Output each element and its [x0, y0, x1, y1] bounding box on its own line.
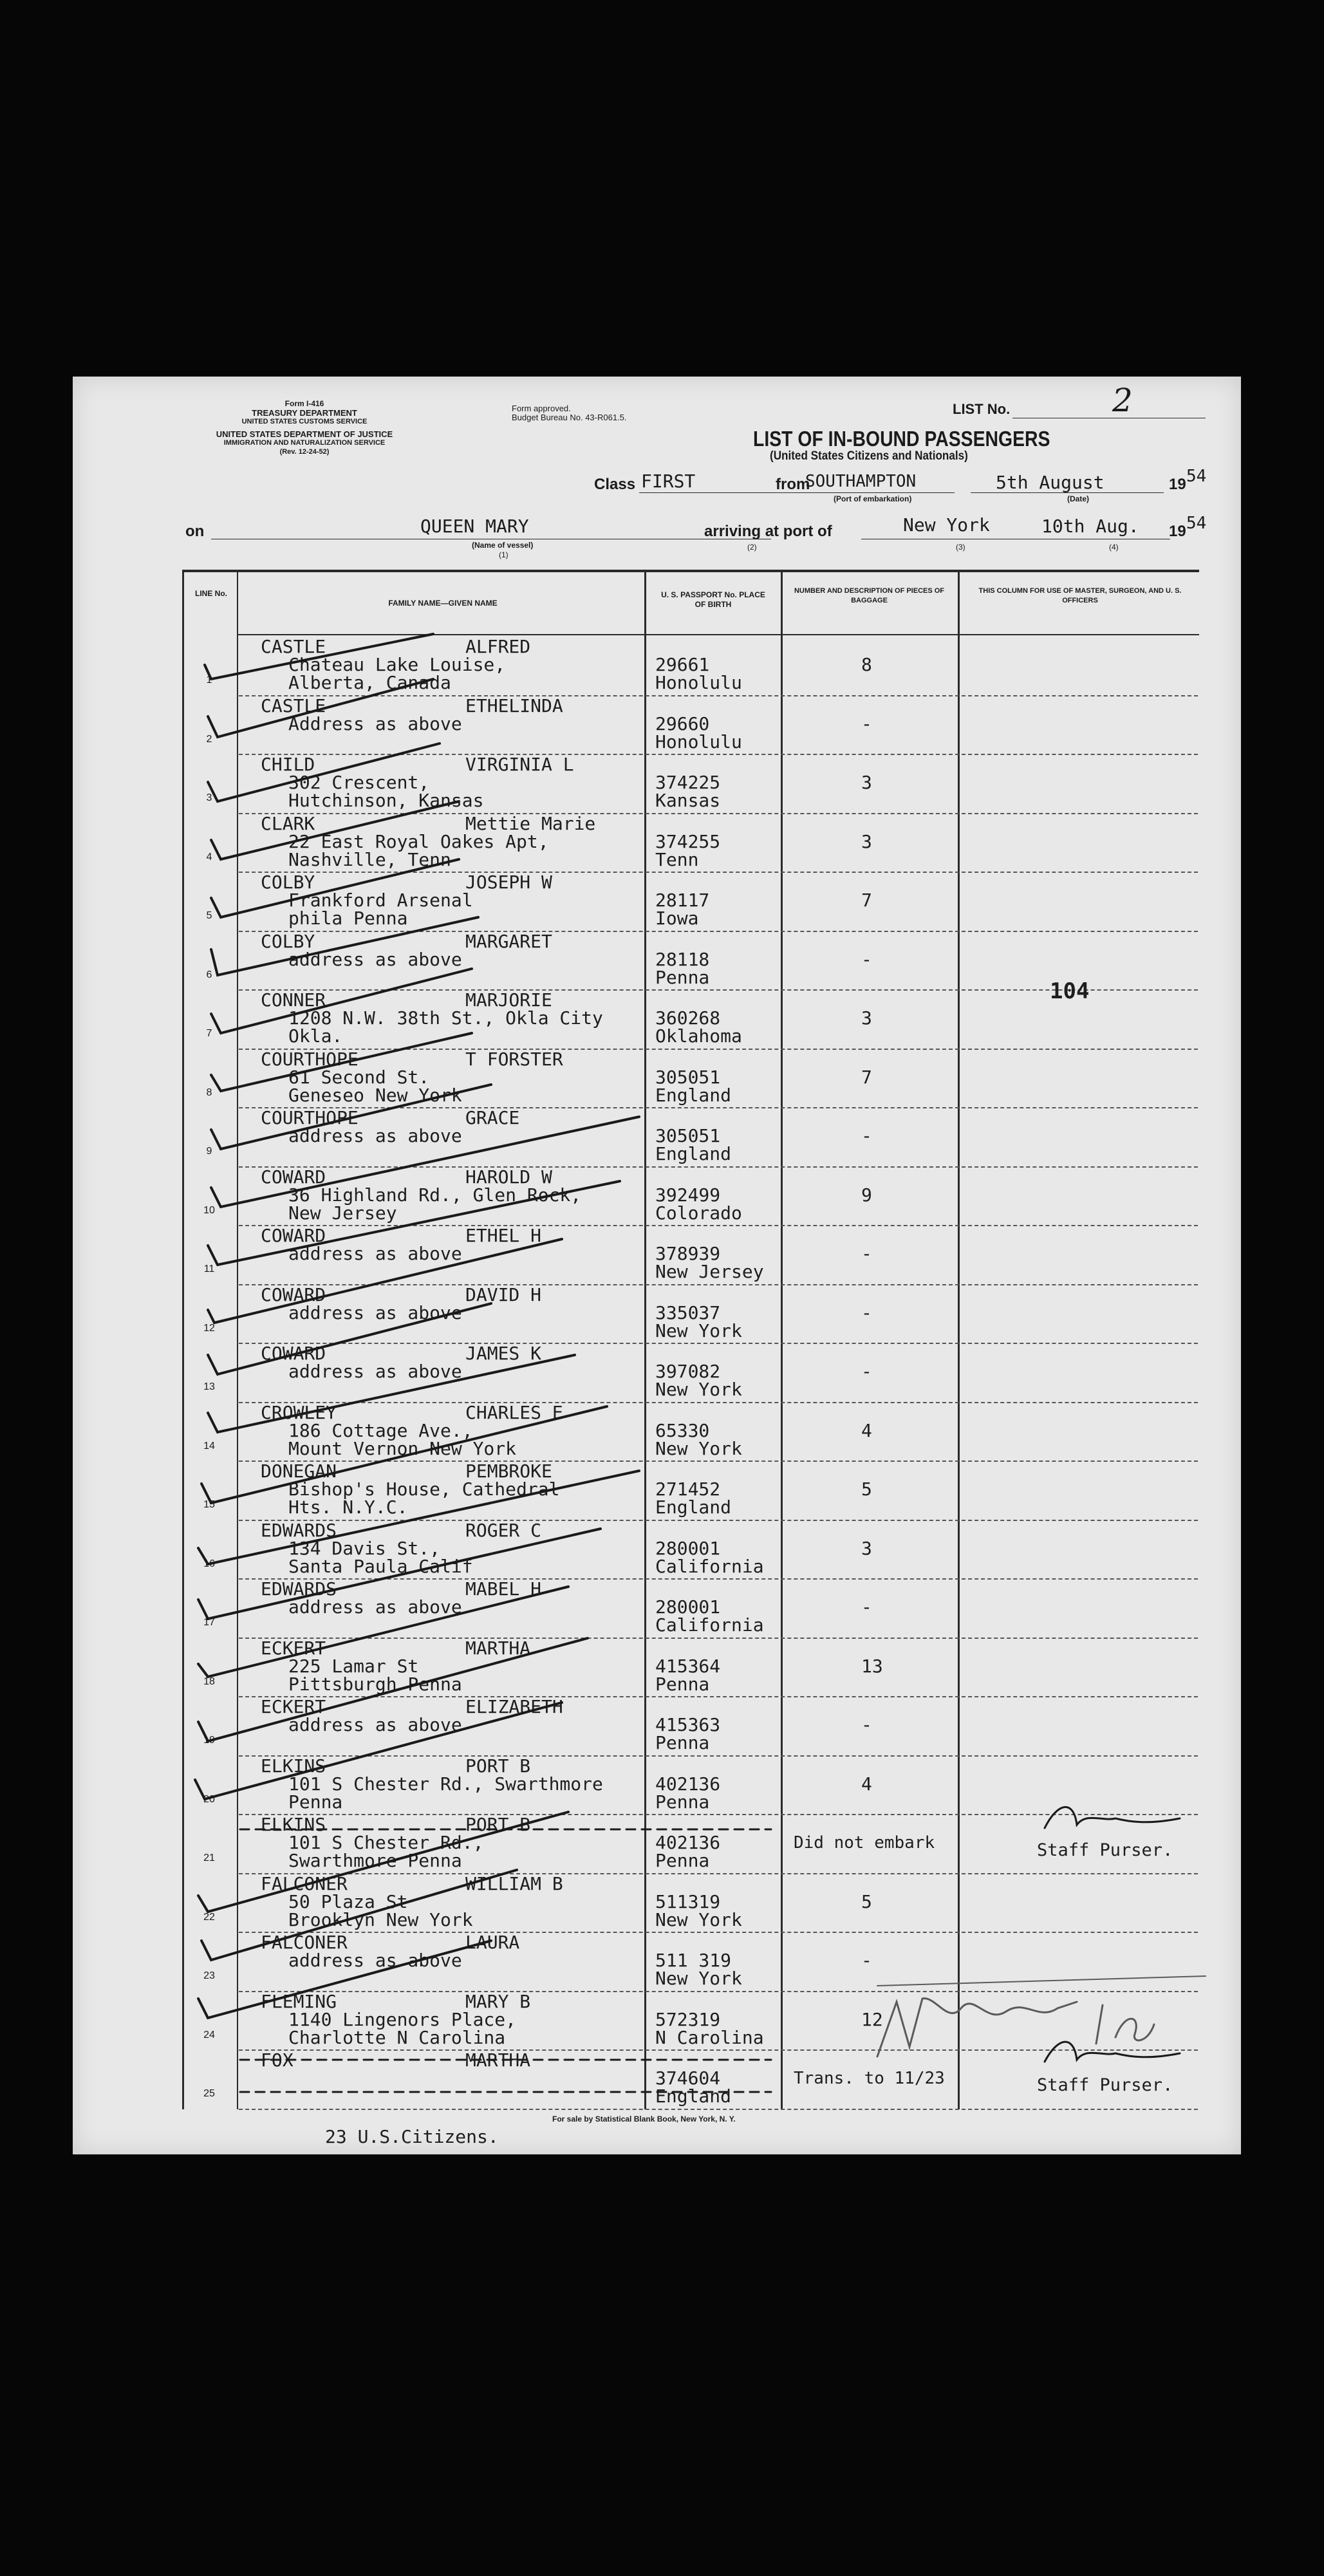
- given-name: WILLIAM B: [465, 1872, 563, 1894]
- check-mark: [208, 1181, 620, 1265]
- line-number: 4: [206, 851, 212, 863]
- year-prefix: 19: [1169, 476, 1186, 493]
- family-name: COLBY: [261, 872, 315, 893]
- baggage-count: 4: [861, 1419, 872, 1441]
- address-line-1: address as above: [288, 1950, 462, 1971]
- passport-number: 29660: [655, 713, 710, 734]
- line-number: 9: [206, 1146, 212, 1157]
- check-mark: [198, 1587, 568, 1677]
- check-mark: [208, 1239, 562, 1323]
- given-name: ROGER C: [465, 1519, 542, 1541]
- given-name: ETHELINDA: [465, 695, 563, 716]
- passport-number: 305051: [655, 1066, 721, 1088]
- place-of-birth: New York: [655, 1968, 742, 1989]
- passport-number: 374604: [655, 2067, 721, 2089]
- address-line-1: Chateau Lake Louise,: [288, 654, 506, 675]
- arr-year-prefix: 19: [1169, 523, 1186, 540]
- treasury-dept: TREASURY DEPARTMENT: [252, 408, 357, 418]
- check-mark: [211, 859, 459, 917]
- arriving-label: arriving at port of: [704, 523, 832, 540]
- passport-number: 280001: [655, 1537, 721, 1559]
- line-number: 15: [203, 1499, 215, 1510]
- address-line-1: address as above: [288, 1596, 462, 1618]
- from-label: from: [776, 476, 810, 493]
- passport-number: 29661: [655, 654, 710, 675]
- place-of-birth: England: [655, 1497, 732, 1518]
- family-name: FALCONER: [261, 1872, 348, 1894]
- given-name: HAROLD W: [465, 1166, 552, 1188]
- given-name: PORT B: [465, 1814, 531, 1835]
- passport-number: 28117: [655, 890, 710, 911]
- staff-purser-note-2: Staff Purser.: [1037, 2075, 1173, 2095]
- place-of-birth: Honolulu: [655, 672, 742, 693]
- family-name: COURTHOPE: [261, 1107, 359, 1128]
- line-number: 14: [203, 1440, 215, 1451]
- place-of-birth: England: [655, 1143, 732, 1164]
- form-approved: Form approved.: [512, 404, 571, 413]
- given-name: MARGARET: [465, 930, 552, 952]
- family-name: EDWARDS: [261, 1578, 337, 1600]
- family-name: ECKERT: [261, 1637, 326, 1659]
- col-header-name: FAMILY NAME—GIVEN NAME: [388, 599, 498, 608]
- address-line-1: 50 Plaza St: [288, 1890, 408, 1912]
- address-line-2: Geneseo New York: [288, 1084, 462, 1106]
- place-of-birth: California: [655, 1555, 764, 1577]
- col-header-passport: U. S. PASSPORT No. PLACE OF BIRTH: [661, 590, 765, 609]
- given-name: JAMES K: [465, 1343, 542, 1364]
- baggage-count: -: [861, 1596, 872, 1618]
- officer-signature: [1096, 2005, 1154, 2044]
- column-ref-2: (2): [747, 543, 757, 552]
- address-line-1: address as above: [288, 1302, 462, 1323]
- document-subtitle: (United States Citizens and Nationals): [770, 449, 968, 463]
- family-name: FLEMING: [261, 1990, 337, 2012]
- check-mark: [211, 917, 478, 975]
- baggage-count: -: [861, 713, 872, 734]
- place-of-birth: England: [655, 1084, 732, 1106]
- address-line-1: address as above: [288, 1125, 462, 1146]
- check-mark: [211, 1117, 639, 1207]
- check-mark: [205, 634, 433, 679]
- line-number: 7: [206, 1028, 212, 1039]
- address-line-1: 1140 Lingenors Place,: [288, 2008, 517, 2030]
- place-of-birth: Penna: [655, 966, 710, 988]
- place-of-birth: Penna: [655, 1673, 710, 1695]
- address-line-1: 186 Cottage Ave.,: [288, 1419, 473, 1441]
- check-mark: [198, 1638, 588, 1741]
- check-mark: [208, 743, 440, 801]
- family-name: COWARD: [261, 1283, 326, 1305]
- baggage-count: 9: [861, 1184, 872, 1206]
- check-mark: [211, 1085, 491, 1149]
- address-line-1: 1208 N.W. 38th St., Okla City: [288, 1007, 603, 1029]
- line-number: 3: [206, 792, 212, 803]
- budget-bureau: Budget Bureau No. 43-R061.5.: [512, 413, 627, 422]
- arrival-port: New York: [903, 514, 990, 536]
- address-line-1: 101 S Chester Rd., Swarthmore: [288, 1773, 603, 1795]
- check-mark: [208, 679, 433, 737]
- given-name: PEMBROKE: [465, 1461, 552, 1482]
- place-of-birth: New York: [655, 1320, 742, 1341]
- place-of-birth: Honolulu: [655, 731, 742, 752]
- place-of-birth: Penna: [655, 1850, 710, 1871]
- check-mark: [198, 1812, 568, 1912]
- address-line-1: 36 Highland Rd., Glen Rock,: [288, 1184, 582, 1206]
- baggage-count: 3: [861, 772, 872, 793]
- passport-number: 360268: [655, 1007, 721, 1029]
- address-line-2: Hutchinson, Kansas: [288, 790, 484, 811]
- passport-number: 374255: [655, 830, 721, 852]
- date-caption: (Date): [1067, 494, 1090, 503]
- address-line-1: Bishop's House, Cathedral: [288, 1479, 560, 1500]
- family-name: CASTLE: [261, 636, 326, 657]
- family-name: COLBY: [261, 930, 315, 952]
- passport-number: 335037: [655, 1302, 721, 1323]
- address-line-2: phila Penna: [288, 908, 408, 929]
- line-number: 19: [203, 1735, 215, 1746]
- place-of-birth: Kansas: [655, 790, 721, 811]
- family-name: FALCONER: [261, 1932, 348, 1953]
- arr-year-suffix: 54: [1186, 514, 1207, 533]
- family-name: ELKINS: [261, 1814, 326, 1835]
- address-line-1: 101 S Chester Rd.,: [288, 1832, 484, 1853]
- place-of-birth: California: [655, 1614, 764, 1636]
- family-name: CLARK: [261, 812, 315, 834]
- vessel-name: QUEEN MARY: [420, 516, 529, 537]
- family-name: DONEGAN: [261, 1461, 337, 1482]
- line-number: 12: [203, 1322, 215, 1334]
- baggage-count: Did not embark: [794, 1833, 935, 1853]
- baggage-count: 13: [861, 1655, 883, 1677]
- given-name: MARJORIE: [465, 989, 552, 1011]
- passport-number: 415363: [655, 1714, 721, 1735]
- baggage-count: -: [861, 1714, 872, 1735]
- passport-number: 402136: [655, 1773, 721, 1795]
- given-name: JOSEPH W: [465, 872, 552, 893]
- revision-date: (Rev. 12-24-52): [279, 448, 330, 456]
- family-name: COURTHOPE: [261, 1048, 359, 1070]
- line-number: 22: [203, 1911, 215, 1923]
- column-ref-4: (4): [1109, 543, 1119, 552]
- given-name: MABEL H: [465, 1578, 542, 1600]
- given-name: MARTHA: [465, 1637, 531, 1659]
- baggage-count: -: [861, 1243, 872, 1264]
- year-suffix: 54: [1186, 467, 1207, 486]
- col-header-line: LINE No.: [195, 589, 227, 598]
- baggage-count: -: [861, 948, 872, 970]
- place-of-birth: New York: [655, 1909, 742, 1930]
- family-name: ELKINS: [261, 1755, 326, 1777]
- address-line-1: address as above: [288, 948, 462, 970]
- line-number: 21: [203, 1853, 215, 1863]
- port-embark-caption: (Port of embarkation): [834, 494, 912, 503]
- embark-port: SOUTHAMPTON: [805, 472, 917, 491]
- place-of-birth: England: [655, 2086, 732, 2107]
- baggage-count: -: [861, 1950, 872, 1971]
- column-ref-3: (3): [956, 543, 965, 552]
- passport-number: 28118: [655, 948, 710, 970]
- address-line-1: address as above: [288, 1714, 462, 1735]
- address-line-1: Frankford Arsenal: [288, 890, 473, 911]
- passenger-list-sheet: [73, 377, 1241, 2154]
- family-name: FOX: [261, 2049, 294, 2071]
- embark-date: 5th August: [996, 472, 1105, 493]
- given-name: GRACE: [465, 1107, 520, 1128]
- passport-number: 392499: [655, 1184, 721, 1206]
- baggage-count: 5: [861, 1479, 872, 1500]
- passport-number: 511 319: [655, 1950, 732, 1971]
- address-line-1: address as above: [288, 1243, 462, 1264]
- place-of-birth: Tenn: [655, 848, 699, 870]
- passport-number: 374225: [655, 772, 721, 793]
- line-number: 10: [203, 1204, 215, 1216]
- passport-number: 378939: [655, 1243, 721, 1264]
- address-line-1: address as above: [288, 1361, 462, 1382]
- family-name: COWARD: [261, 1225, 326, 1246]
- address-line-1: 61 Second St.: [288, 1066, 430, 1088]
- purser-signature: [1045, 1807, 1180, 1828]
- baggage-count: -: [861, 1302, 872, 1323]
- baggage-count: 5: [861, 1890, 872, 1912]
- address-line-2: Penna: [288, 1791, 343, 1813]
- place-of-birth: Penna: [655, 1791, 710, 1813]
- justice-dept: UNITED STATES DEPARTMENT OF JUSTICE: [216, 429, 393, 439]
- check-mark: [208, 1355, 575, 1432]
- line-number: 2: [206, 733, 212, 745]
- baggage-count: 8: [861, 654, 872, 675]
- address-line-2: Alberta, Canada: [288, 672, 451, 693]
- check-mark: [201, 1406, 607, 1503]
- passport-number: 271452: [655, 1479, 721, 1500]
- officer-signature: [877, 1999, 1077, 2057]
- place-of-birth: Penna: [655, 1732, 710, 1753]
- address-line-2: Nashville, Tenn: [288, 848, 451, 870]
- given-name: PORT B: [465, 1755, 531, 1777]
- family-name: ECKERT: [261, 1696, 326, 1717]
- address-line-2: Brooklyn New York: [288, 1909, 473, 1930]
- citizen-count: 23 U.S.Citizens.: [325, 2126, 499, 2147]
- check-mark: [211, 969, 472, 1033]
- line-number: 8: [206, 1087, 212, 1098]
- address-line-1: 225 Lamar St: [288, 1655, 419, 1677]
- on-label: on: [185, 523, 205, 540]
- baggage-count: -: [861, 1125, 872, 1146]
- line-number: 16: [203, 1558, 215, 1569]
- line-number: 6: [206, 969, 212, 980]
- address-line-2: Pittsburgh Penna: [288, 1673, 462, 1695]
- given-name: CHARLES E: [465, 1401, 563, 1423]
- baggage-count: -: [861, 1361, 872, 1382]
- place-of-birth: N Carolina: [655, 2026, 764, 2048]
- address-line-1: Address as above: [288, 713, 462, 734]
- baggage-count: 7: [861, 1066, 872, 1088]
- address-line-2: New Jersey: [288, 1202, 397, 1224]
- line-number: 25: [203, 2088, 215, 2099]
- list-number-label: LIST No.: [953, 401, 1011, 417]
- baggage-count: 3: [861, 1537, 872, 1559]
- given-name: LAURA: [465, 1932, 520, 1953]
- baggage-count: 4: [861, 1773, 872, 1795]
- line-number: 20: [203, 1793, 215, 1805]
- line-number: 23: [203, 1970, 215, 1981]
- check-mark: [211, 801, 459, 859]
- address-line-2: Charlotte N Carolina: [288, 2026, 506, 2048]
- printer-note: For sale by Statistical Blank Book, New York, N. Y.: [552, 2114, 736, 2123]
- baggage-count: 3: [861, 830, 872, 852]
- passport-number: 397082: [655, 1361, 721, 1382]
- address-line-1: 22 East Royal Oakes Apt,: [288, 830, 549, 852]
- line-number: 11: [203, 1264, 215, 1274]
- address-line-1: 134 Davis St.,: [288, 1537, 441, 1559]
- line-number: 5: [206, 910, 212, 921]
- family-name: CASTLE: [261, 695, 326, 716]
- passport-number: 402136: [655, 1832, 721, 1853]
- place-of-birth: New Jersey: [655, 1261, 764, 1282]
- place-of-birth: Colorado: [655, 1202, 742, 1224]
- given-name: T FORSTER: [465, 1048, 563, 1070]
- given-name: DAVID H: [465, 1283, 542, 1305]
- passport-number: 572319: [655, 2008, 721, 2030]
- check-mark: [198, 1471, 639, 1564]
- arrival-date: 10th Aug.: [1041, 516, 1139, 537]
- purser-signature: [1045, 2042, 1180, 2062]
- given-name: MARY B: [465, 1990, 531, 2012]
- check-mark: [198, 1941, 491, 2018]
- line-number: 18: [203, 1675, 215, 1687]
- address-line-2: Hts. N.Y.C.: [288, 1497, 408, 1518]
- line-number: 1: [206, 675, 212, 686]
- passport-number: 415364: [655, 1655, 721, 1677]
- form-number: Form I-416: [284, 399, 324, 408]
- line-number: 13: [203, 1381, 215, 1392]
- passport-number: 65330: [655, 1419, 710, 1441]
- passport-number: 305051: [655, 1125, 721, 1146]
- staff-purser-note-1: Staff Purser.: [1037, 1840, 1173, 1860]
- class-value: FIRST: [641, 471, 696, 492]
- baggage-count: 7: [861, 890, 872, 911]
- place-of-birth: New York: [655, 1379, 742, 1400]
- baggage-count: 12: [861, 2008, 883, 2030]
- pen-marks: [73, 377, 1241, 2154]
- officer-signature: [877, 1976, 1206, 1986]
- list-number: 2: [1112, 382, 1133, 419]
- family-name: EDWARDS: [261, 1519, 337, 1541]
- place-of-birth: New York: [655, 1437, 742, 1459]
- passport-number: 511319: [655, 1890, 721, 1912]
- check-mark: [195, 1703, 562, 1799]
- address-line-2: Santa Paula Calif: [288, 1555, 473, 1577]
- check-mark: [198, 1529, 601, 1619]
- customs-service: UNITED STATES CUSTOMS SERVICE: [241, 418, 368, 425]
- family-name: COWARD: [261, 1166, 326, 1188]
- check-mark: [211, 1033, 472, 1091]
- given-name: MARTHA: [465, 2049, 531, 2071]
- given-name: ETHEL H: [465, 1225, 542, 1246]
- place-of-birth: Oklahoma: [655, 1025, 742, 1047]
- baggage-count: Trans. to 11/23: [794, 2069, 945, 2088]
- col-header-baggage: NUMBER AND DESCRIPTION OF PIECES OF BAGGAGE: [794, 587, 945, 604]
- passport-number: 280001: [655, 1596, 721, 1618]
- line-number: 24: [203, 2029, 215, 2040]
- family-name: COWARD: [261, 1343, 326, 1364]
- stamp-104: 104: [1050, 978, 1090, 1004]
- given-name: ELIZABETH: [465, 1696, 563, 1717]
- given-name: ALFRED: [465, 636, 531, 657]
- address-line-2: Swarthmore Penna: [288, 1850, 462, 1871]
- given-name: VIRGINIA L: [465, 754, 574, 775]
- family-name: CHILD: [261, 754, 315, 775]
- given-name: Mettie Marie: [465, 812, 596, 834]
- baggage-count: 3: [861, 1007, 872, 1029]
- place-of-birth: Iowa: [655, 908, 699, 929]
- address-line-1: 302 Crescent,: [288, 772, 430, 793]
- family-name: CONNER: [261, 989, 326, 1011]
- family-name: CROWLEY: [261, 1401, 337, 1423]
- address-line-2: Okla.: [288, 1025, 343, 1047]
- col-header-officers: THIS COLUMN FOR USE OF MASTER, SURGEON, AND U. S. OFFICERS: [978, 587, 1182, 604]
- document-title: LIST OF IN-BOUND PASSENGERS: [753, 427, 1050, 451]
- line-number: 17: [203, 1617, 215, 1628]
- ins-service: IMMIGRATION AND NATURALIZATION SERVICE: [223, 439, 386, 447]
- vessel-caption: (Name of vessel): [472, 541, 534, 550]
- class-label: Class: [594, 476, 636, 493]
- column-ref-1: (1): [499, 550, 508, 559]
- address-line-2: Mount Vernon New York: [288, 1437, 517, 1459]
